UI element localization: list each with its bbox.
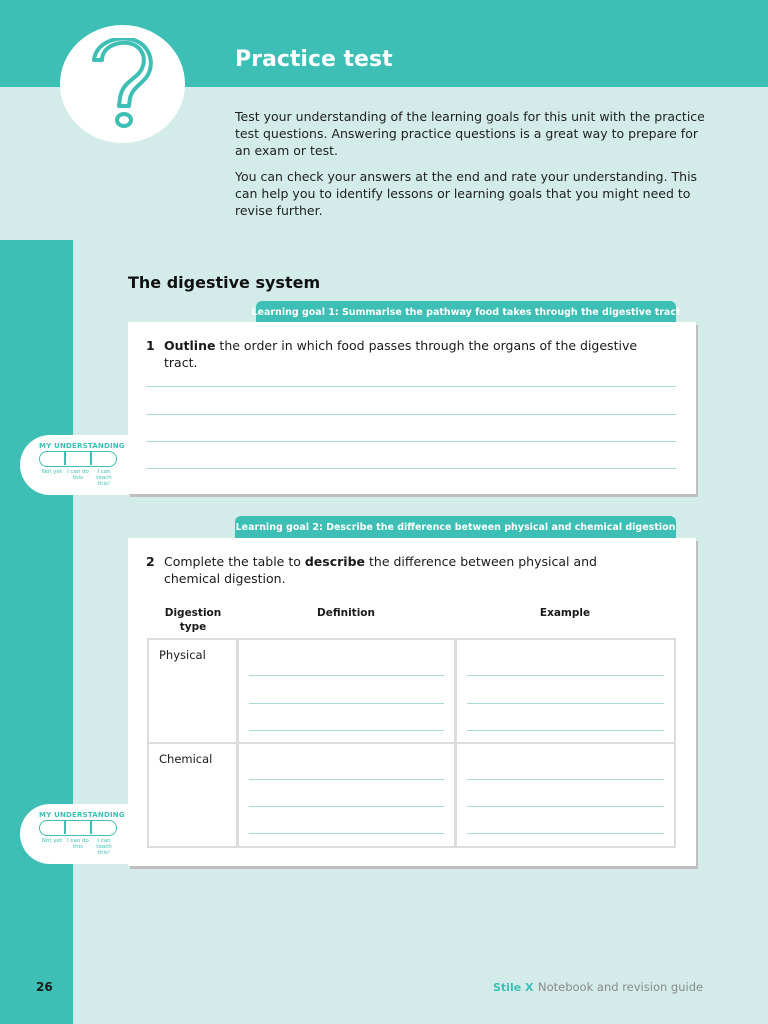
question-1-keyword: Outline bbox=[164, 338, 216, 353]
level-can-teach: I can teach this! bbox=[96, 469, 112, 487]
level-can-do: I can do this bbox=[67, 469, 89, 481]
answer-line[interactable] bbox=[249, 703, 444, 704]
level-not-yet: Not yet bbox=[41, 838, 63, 844]
answer-line[interactable] bbox=[249, 675, 444, 676]
learning-goal-1-tab: Learning goal 1: Summarise the pathway food takes through the digestive tract bbox=[256, 301, 676, 323]
understanding-scale[interactable] bbox=[39, 820, 117, 836]
answer-line[interactable] bbox=[146, 468, 676, 469]
physical-example-cell[interactable] bbox=[457, 640, 674, 742]
header-digestion-type: Digestion type bbox=[164, 607, 222, 633]
my-understanding-title: MY UNDERSTANDING bbox=[39, 442, 125, 450]
question-1-number: 1 bbox=[146, 338, 155, 353]
answer-line[interactable] bbox=[467, 833, 664, 834]
guide-title: Notebook and revision guide bbox=[538, 980, 704, 994]
digestion-table bbox=[147, 638, 676, 848]
question-1-card bbox=[128, 322, 696, 494]
question-2-text bbox=[164, 553, 654, 587]
answer-line[interactable] bbox=[467, 675, 664, 676]
answer-line[interactable] bbox=[146, 441, 676, 442]
intro-paragraph-2: You can check your answers at the end and rate your understanding. This can help you to identify lessons or learning goals that you might need to revise further. bbox=[235, 169, 698, 218]
intro-paragraph-1: Test your understanding of the learning goals for this unit with the practice test questions. Answering practice questions is a great way to prepare for an exam or test. bbox=[235, 109, 705, 158]
scale-divider bbox=[64, 452, 66, 465]
my-understanding-widget-1 bbox=[20, 435, 128, 495]
page-number: 26 bbox=[36, 980, 53, 994]
page-title: Practice test bbox=[235, 47, 393, 72]
row-label-physical: Physical bbox=[159, 648, 206, 662]
question-2-lead: Complete the table to bbox=[164, 554, 305, 569]
question-mark-badge bbox=[60, 25, 185, 143]
my-understanding-widget-2 bbox=[20, 804, 128, 864]
brand-name: Stile X bbox=[493, 981, 534, 994]
header-example: Example bbox=[539, 607, 591, 619]
header-definition: Definition bbox=[316, 607, 375, 619]
question-mark-icon bbox=[88, 38, 158, 130]
learning-goal-2-tab: Learning goal 2: Describe the difference between physical and chemical digestion bbox=[235, 516, 676, 538]
my-understanding-title: MY UNDERSTANDING bbox=[39, 811, 125, 819]
scale-divider bbox=[64, 821, 66, 834]
understanding-scale[interactable] bbox=[39, 451, 117, 467]
question-1-text bbox=[164, 337, 674, 371]
question-1-body: the order in which food passes through the organs of the digestive tract. bbox=[164, 338, 638, 370]
answer-line[interactable] bbox=[146, 386, 676, 387]
chemical-definition-cell[interactable] bbox=[239, 744, 454, 846]
answer-line[interactable] bbox=[249, 833, 444, 834]
section-title: The digestive system bbox=[128, 273, 321, 292]
question-2-tail: the difference between physical and chemical digestion. bbox=[164, 554, 597, 586]
physical-definition-cell[interactable] bbox=[239, 640, 454, 742]
answer-line[interactable] bbox=[146, 414, 676, 415]
row-label-cell bbox=[149, 744, 236, 846]
question-2-number: 2 bbox=[146, 554, 155, 569]
answer-line[interactable] bbox=[467, 730, 664, 731]
scale-divider bbox=[90, 452, 92, 465]
chemical-example-cell[interactable] bbox=[457, 744, 674, 846]
side-band bbox=[0, 240, 73, 1024]
level-can-do: I can do this bbox=[67, 838, 89, 850]
answer-line[interactable] bbox=[249, 779, 444, 780]
level-can-teach: I can teach this! bbox=[96, 838, 112, 856]
question-2-card bbox=[128, 538, 696, 866]
answer-line[interactable] bbox=[467, 806, 664, 807]
answer-line[interactable] bbox=[467, 703, 664, 704]
row-label-cell bbox=[149, 640, 236, 742]
question-2-keyword: describe bbox=[304, 554, 366, 569]
answer-line[interactable] bbox=[249, 806, 444, 807]
row-label-chemical: Chemical bbox=[159, 752, 213, 766]
answer-line[interactable] bbox=[467, 779, 664, 780]
scale-divider bbox=[90, 821, 92, 834]
level-not-yet: Not yet bbox=[41, 469, 63, 475]
answer-line[interactable] bbox=[249, 730, 444, 731]
